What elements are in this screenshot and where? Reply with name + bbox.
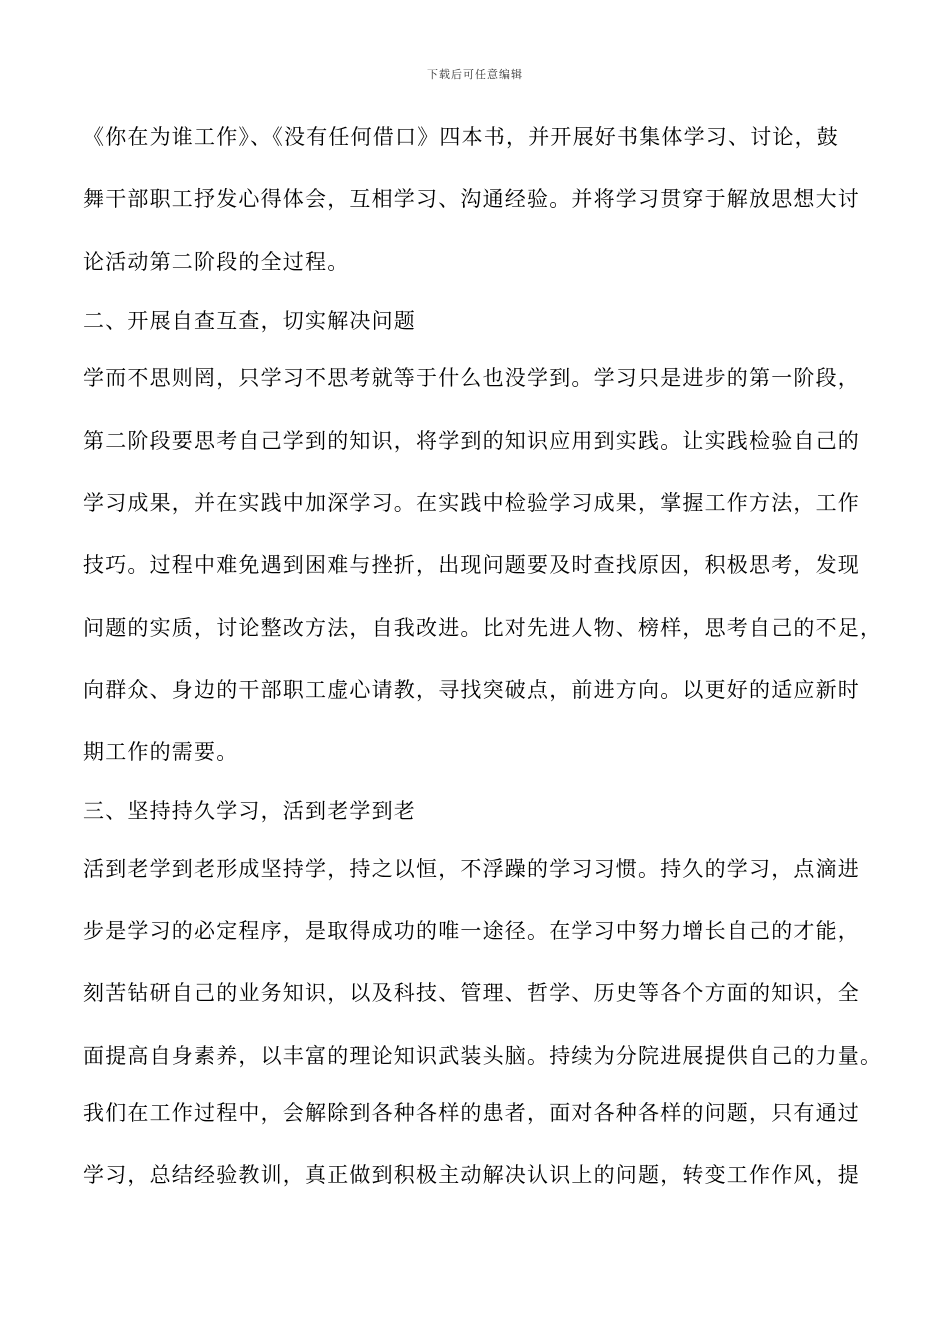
paragraph-line: 刻苦钻研自己的业务知识，以及科技、管理、哲学、历史等各个方面的知识，全 [83,981,860,1005]
paragraph-line: 学而不思则罔，只学习不思考就等于什么也没学到。学习只是进步的第一阶段， [83,366,860,390]
paragraph-line: 第二阶段要思考自己学到的知识，将学到的知识应用到实践。让实践检验自己的 [83,429,860,453]
paragraph-line: 活到老学到老形成坚持学，持之以恒，不浮躁的学习习惯。持久的学习，点滴进 [83,857,860,881]
paragraph-line: 舞干部职工抒发心得体会，互相学习、沟通经验。并将学习贯穿于解放思想大讨 [83,187,860,211]
paragraph-line: 《你在为谁工作》、《没有任何借口》四本书，并开展好书集体学习、讨论，鼓 [83,125,839,149]
paragraph-line: 期工作的需要。 [83,740,239,764]
paragraph-line: 论活动第二阶段的全过程。 [83,250,350,274]
paragraph-line: 步是学习的必定程序，是取得成功的唯一途径。在学习中努力增长自己的才能， [83,919,860,943]
paragraph-line: 学习，总结经验教训，真正做到积极主动解决认识上的问题，转变工作作风，提 [83,1163,860,1187]
page-header: 下载后可任意编辑 [427,68,523,81]
paragraph-line: 问题的实质，讨论整改方法，自我改进。比对先进人物、榜样，思考自己的不足， [83,616,883,640]
paragraph-line: 我们在工作过程中，会解除到各种各样的患者，面对各种各样的问题，只有通过 [83,1101,860,1125]
paragraph-line: 面提高自身素养，以丰富的理论知识武装头脑。持续为分院进展提供自己的力量。 [83,1044,883,1068]
section-heading: 二、开展自查互查，切实解决问题 [83,309,416,333]
paragraph-line: 向群众、身边的干部职工虚心请教，寻找突破点，前进方向。以更好的适应新时 [83,678,860,702]
paragraph-line: 学习成果，并在实践中加深学习。在实践中检验学习成果，掌握工作方法，工作 [83,491,860,515]
paragraph-line: 技巧。过程中难免遇到困难与挫折，出现问题要及时查找原因，积极思考，发现 [83,553,860,577]
section-heading: 三、坚持持久学习，活到老学到老 [83,799,416,823]
